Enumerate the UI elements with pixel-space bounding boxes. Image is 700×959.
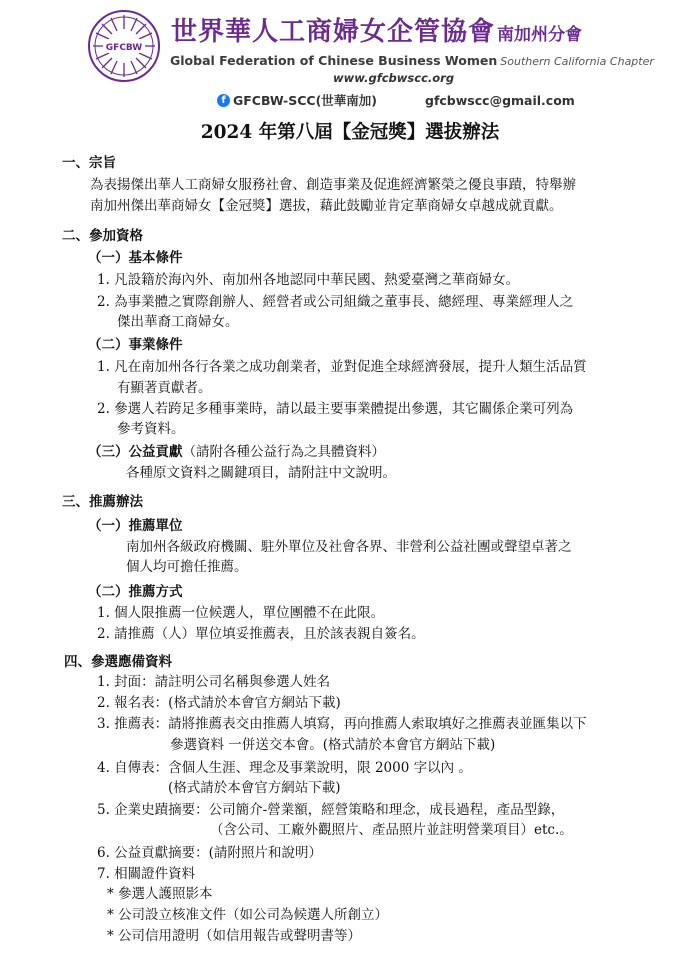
list-item: 5. 企業史蹟摘要：公司簡介-營業額，經營策略和理念，成長過程，產品型錄， xyxy=(97,802,565,818)
bullet-item: * 公司設立核准文件（如公司為候選人所創立） xyxy=(107,907,389,923)
list-item: 6. 公益貢獻摘要：(請附照片和說明） xyxy=(97,845,322,861)
list-item: 7. 相關證件資料 xyxy=(97,866,196,882)
org-website[interactable]: www.gfcbwscc.org xyxy=(333,71,455,85)
facebook-icon: f xyxy=(217,94,230,107)
list-item: 4. 自傳表：含個人生涯、理念及事業說明，限 2000 字以內 。 xyxy=(97,760,472,776)
paragraph-line: 各種原文資料之關鍵項目，請附註中文說明。 xyxy=(126,465,396,481)
logo-text: GFCBW xyxy=(105,43,143,53)
subsection-heading: （二）事業條件 xyxy=(88,337,183,353)
paragraph-line: 為表揚傑出華人工商婦女服務社會、創造事業及促進經濟繁榮之優良事蹟，特舉辦 xyxy=(90,177,576,193)
paragraph-line: 個人均可擔任推薦。 xyxy=(126,559,248,575)
list-item: 3. 推薦表：請將推薦表交由推薦人填寫，再向推薦人索取填好之推薦表並匯集以下 xyxy=(97,716,587,732)
list-item-continuation: (格式請於本會官方網站下載) xyxy=(168,780,341,796)
section-heading: 四、參選應備資料 xyxy=(64,654,172,670)
subsection-heading: （三）公益貢獻（請附各種公益行為之具體資料） xyxy=(88,444,385,460)
list-item: 2. 為事業體之實際創辦人、經營者或公司組織之董事長、總經理、專業經理人之 xyxy=(97,294,574,310)
subsection-heading: （一）基本條件 xyxy=(88,250,183,266)
subsection-heading: （二）推薦方式 xyxy=(88,584,183,600)
list-item: 2. 請推薦（人）單位填妥推薦表，且於該表親自簽名。 xyxy=(97,626,425,642)
list-item-continuation: 有顯著貢獻者。 xyxy=(117,380,212,396)
list-item-continuation: 參選資料 一併送交本會。(格式請於本會官方網站下載) xyxy=(170,737,496,753)
org-name-english: Global Federation of Chinese Business Women Southern California Chapter xyxy=(170,53,654,68)
list-item: 2. 報名表：(格式請於本會官方網站下載) xyxy=(97,695,341,711)
paragraph-line: 南加州傑出華商婦女【金冠獎】選拔，藉此鼓勵並肯定華商婦女卓越成就貢獻。 xyxy=(90,198,563,214)
list-item: 2. 參選人若跨足多種事業時，請以最主要事業體提出參選，其它關係企業可列為 xyxy=(97,401,574,417)
subsection-heading: （一）推薦單位 xyxy=(88,518,183,534)
document-title: 2024 年第八屆【金冠獎】選拔辦法 xyxy=(200,122,500,143)
list-item: 1. 個人限推薦一位候選人，單位團體不在此限。 xyxy=(97,605,385,621)
list-item: 1. 封面：請註明公司名稱與參選人姓名 xyxy=(97,674,331,690)
paragraph-line: 南加州各級政府機關、駐外單位及社會各界、非營利公益社團或聲望卓著之 xyxy=(126,539,572,555)
org-name-chinese: 世界華人工商婦女企管協會 南加州分會 xyxy=(171,17,583,47)
section-heading: 三、推薦辦法 xyxy=(62,494,143,510)
facebook-handle[interactable]: GFCBW-SCC(世華南加) xyxy=(233,93,378,108)
section-heading: 二、參加資格 xyxy=(62,228,143,244)
bullet-item: * 參選人護照影本 xyxy=(107,886,213,902)
org-chapter-chinese: 南加州分會 xyxy=(497,25,583,45)
bullet-item: * 公司信用證明（如信用報告或聲明書等） xyxy=(107,928,362,944)
list-item-continuation: （含公司、工廠外觀照片、產品照片並註明營業項目）etc.。 xyxy=(210,822,573,838)
gfcbw-logo xyxy=(87,9,161,83)
list-item-continuation: 傑出華裔工商婦女。 xyxy=(117,314,239,330)
list-item-continuation: 參考資料。 xyxy=(117,421,185,437)
section-heading: 一、宗旨 xyxy=(62,155,116,171)
contact-email[interactable]: gfcbwscc@gmail.com xyxy=(425,92,575,108)
list-item: 1. 凡在南加州各行各業之成功創業者，並對促進全球經濟發展，提升人類生活品質 xyxy=(97,359,587,375)
letterhead xyxy=(0,0,700,110)
list-item: 1. 凡設籍於海內外、南加州各地認同中華民國、熱愛臺灣之華商婦女。 xyxy=(97,272,520,288)
contact-line xyxy=(217,91,575,109)
org-chapter-english: Southern California Chapter xyxy=(500,55,654,68)
